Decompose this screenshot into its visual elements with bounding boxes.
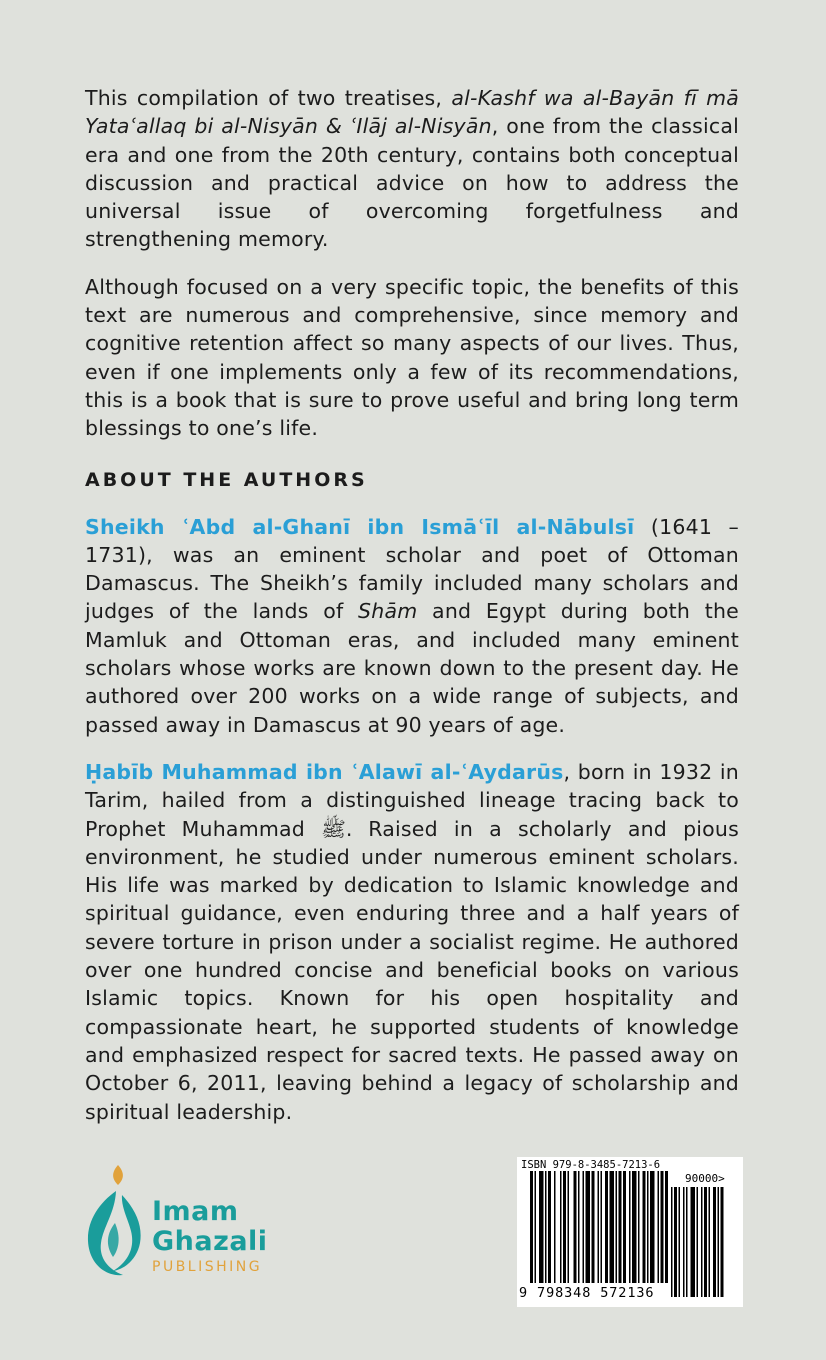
back-cover-text [85, 84, 739, 1145]
honorific-glyph: ﷺ [321, 816, 346, 841]
blurb-text: This compilation of two treatises, [85, 86, 452, 110]
author-2-bio-text: . Raised in a scholarly and pious environment, he studied under numerous eminent scholars. His life was marked by dedication to Islamic knowledge and spiritual guidance, even enduring three and a half years of severe torture in prison under a socialist regime. He authored over one hundred concise and beneficial books on various Islamic topics. Known for his open hospitality and compassionate heart, he supported students of knowledge and emphasized respect for sacred texts. He passed away on October 6, 2011, leaving behind a legacy of scholarship and spiritual leadership. [85, 816, 740, 1124]
price-code: 90000> [685, 1172, 725, 1185]
treatise-title-1: al-Kashf wa al-Bayān fī mā Yataʿallaq bi al-Nisyān [85, 86, 740, 139]
author-1-bio [85, 513, 739, 739]
blurb-paragraph-2: Although focused on a very specific topic, the benefits of this text are numerous and comprehensive, since memory and cognitive retention affect so many aspects of our lives. Thus, even if one implements only a few of its recommendations, this is a book that is sure to prove useful and bring long term blessings to one’s life. [85, 274, 739, 441]
isbn-barcode [517, 1157, 743, 1307]
author-1-bio-text: and Egypt during both the Mamluk and Ottoman eras, and included many eminent scholars whose works are known down to the present day. He authored over 200 works on a wide range of subjects, and passed away in Damascus at 90 years of age. [85, 599, 739, 737]
logo-ghazali: Ghazali [152, 1226, 268, 1257]
author-2-bio [85, 758, 739, 1126]
blurb-paragraph-1 [85, 84, 739, 254]
flame-leaf-icon [85, 1165, 149, 1280]
author-2-bio-text: , born in 1932 in Tarim, hailed from a distinguished lineage tracing back to Prophet Muhammad [85, 759, 739, 841]
title-ampersand: & [318, 114, 350, 139]
logo-publishing: PUBLISHING [152, 1259, 263, 1275]
ean-digits: 9 798348 572136 [519, 1285, 655, 1301]
treatise-title-2: ʿIlāj al-Nisyān [349, 114, 492, 139]
about-authors-heading: ABOUT THE AUTHORS [85, 468, 368, 491]
blurb-text: , one from the classical era and one from the 20th century, contains both conceptual discussion and practical advice on how to address the universal issue of overcoming forgetfulness and strengthening memory. [85, 114, 739, 252]
author-1-bio-text: (1641 – 1731), was an eminent scholar and poet of Ottoman Damascus. The Sheikh’s family included many scholars and judges of the lands of [85, 514, 740, 624]
publisher-logo [85, 1165, 285, 1285]
isbn-label: ISBN 979-8-3485-7213-6 [521, 1159, 661, 1171]
logo-imam: Imam [152, 1196, 239, 1227]
sham-term: Shām [358, 599, 418, 624]
author-1-name: Sheikh ʿAbd al-Ghanī ibn Ismāʿīl al-Nābulsī [85, 514, 635, 539]
author-2-name: Ḥabīb Muhammad ibn ʿAlawī al-ʿAydarūs [85, 759, 564, 784]
